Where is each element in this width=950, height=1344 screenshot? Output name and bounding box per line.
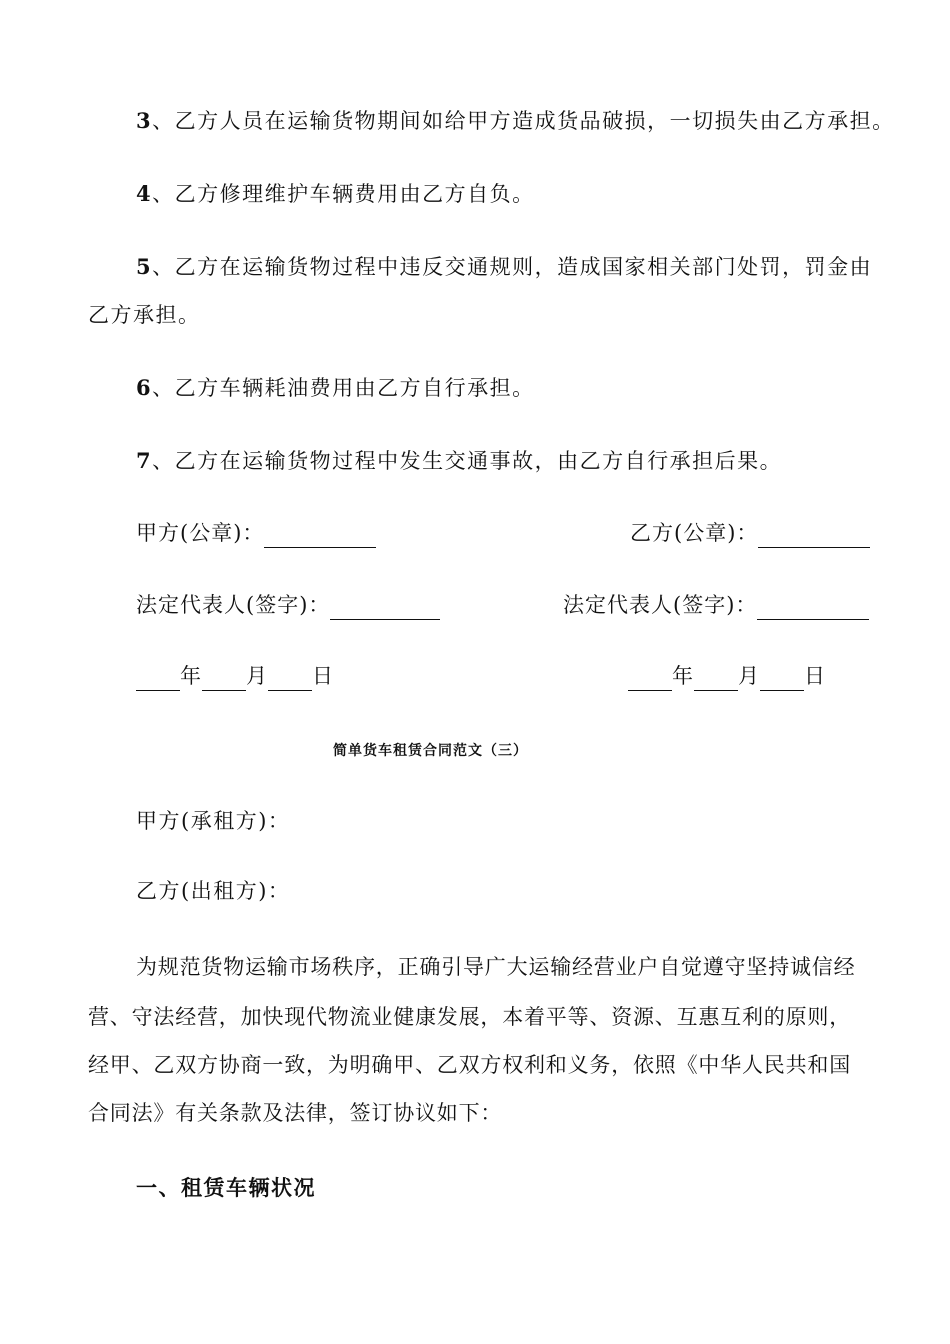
preamble-line-3: 经甲、乙双方协商一致，为明确甲、乙双方权利和义务，依照《中华人民共和国	[88, 1053, 851, 1077]
year-blank	[628, 668, 672, 691]
month-label: 月	[246, 664, 268, 688]
clause-number: 6	[136, 375, 153, 400]
clause-number: 5	[136, 254, 153, 279]
day-blank	[760, 668, 804, 691]
preamble-line-4: 合同法》有关条款及法律，签订协议如下：	[88, 1101, 503, 1125]
clause-text: 、乙方人员在运输货物期间如给甲方造成货品破损，一切损失由乙方承担。	[152, 109, 895, 133]
section-title: 简单货车租赁合同范文（三）	[333, 743, 528, 759]
day-label: 日	[312, 664, 334, 688]
clause-text: 、乙方修理维护车辆费用由乙方自负。	[152, 182, 535, 206]
rep-b-blank	[757, 597, 869, 620]
preamble-line-1: 为规范货物运输市场秩序，正确引导广大运输经营业户自觉遵守坚持诚信经	[136, 955, 856, 979]
day-blank	[268, 668, 312, 691]
clause-7	[136, 446, 782, 476]
party-b-seal-blank	[758, 525, 870, 548]
rep-b-label: 法定代表人(签字)：	[563, 593, 758, 617]
clause-text: 、乙方在运输货物过程中发生交通事故，由乙方自行承担后果。	[152, 449, 783, 473]
lessee-line: 甲方(承租方)：	[136, 809, 291, 833]
clause-number: 4	[136, 181, 153, 206]
year-label: 年	[672, 664, 694, 688]
clause-text: 、乙方车辆耗油费用由乙方自行承担。	[152, 376, 535, 400]
day-label: 日	[804, 664, 826, 688]
clause-3	[136, 106, 895, 136]
party-a-seal-blank	[264, 525, 376, 548]
rep-a-line	[136, 590, 440, 620]
rep-a-label: 法定代表人(签字)：	[136, 593, 331, 617]
month-blank	[202, 668, 246, 691]
party-b-seal-label: 乙方(公章)：	[630, 521, 759, 545]
heading-rental-vehicle-status: 一、租赁车辆状况	[136, 1175, 316, 1200]
month-blank	[694, 668, 738, 691]
clause-number: 3	[136, 108, 153, 133]
year-blank	[136, 668, 180, 691]
month-label: 月	[738, 664, 760, 688]
year-label: 年	[180, 664, 202, 688]
clause-4	[136, 179, 535, 209]
date-b-line	[628, 661, 826, 691]
lessor-line: 乙方(出租方)：	[136, 879, 291, 903]
clause-number: 7	[136, 448, 153, 473]
date-a-line	[136, 661, 334, 691]
party-a-seal-label: 甲方(公章)：	[136, 521, 265, 545]
rep-a-blank	[330, 597, 440, 620]
party-a-seal-line	[136, 518, 376, 548]
clause-text: 、乙方在运输货物过程中违反交通规则，造成国家相关部门处罚，罚金由	[152, 255, 873, 279]
clause-5	[136, 252, 872, 282]
clause-5-continuation	[88, 300, 201, 330]
clause-text: 乙方承担。	[88, 303, 201, 327]
party-b-seal-line	[630, 518, 870, 548]
preamble-line-2: 营、守法经营，加快现代物流业健康发展，本着平等、资源、互惠互利的原则，	[88, 1005, 851, 1029]
clause-6	[136, 373, 535, 403]
rep-b-line	[563, 590, 869, 620]
